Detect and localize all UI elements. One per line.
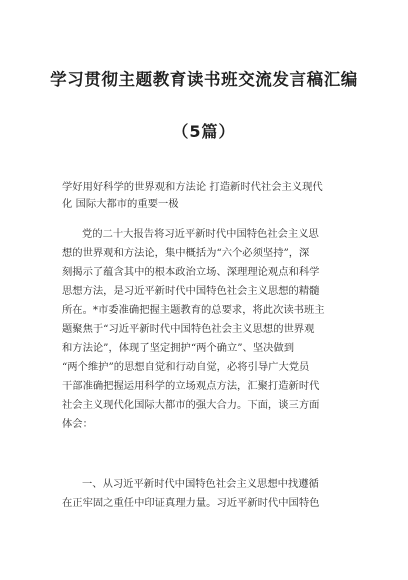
- paragraph-line: 刻揭示了蕴含其中的根本政治立场、深理理论观点和科学: [62, 266, 320, 278]
- paragraph-line: 题聚焦于“习近平新时代中国特色社会主义思想的世界观: [62, 323, 315, 335]
- paragraph-line: 体会：: [62, 418, 93, 430]
- paragraph-line: “两个维护”的思想自觉和行动自觉，必将引导广大党员: [62, 361, 310, 373]
- heading-line: 化 国际大都市的重要一极: [62, 198, 179, 210]
- paragraph-line: 所在。*市委准确把握主题教育的总要求，将此次读书班主: [62, 304, 325, 316]
- paragraph-line: 在正牢固之重任中印证真理力量。习近平新时代中国特色: [62, 497, 320, 509]
- heading-line: 学好用好科学的世界观和方法论 打造新时代社会主义现代: [62, 181, 323, 193]
- document-subtitle: （5篇）: [172, 122, 236, 141]
- paragraph-line: 社会主义现代化国际大都市的强大合力。下面，谈三方面: [62, 399, 320, 411]
- paragraph-line: 和方法论”，体现了坚定拥护“两个确立”、坚决做到: [62, 342, 295, 354]
- document-title: 学习贯彻主题教育读书班交流发言稿汇编: [50, 70, 358, 89]
- paragraph-line: 想的世界观和方法论，集中概括为“六个必须坚持”，深: [62, 247, 310, 259]
- paragraph-line: 思想方法，是习近平新时代中国特色社会主义思想的精髓: [62, 285, 320, 297]
- paragraph-line: 一、从习近平新时代中国特色社会主义思想中找遵循: [82, 478, 319, 490]
- paragraph-line: 干部准确把握运用科学的立场观点方法，汇聚打造新时代: [62, 380, 320, 392]
- paragraph-line: 党的二十大报告将习近平新时代中国特色社会主义思: [82, 228, 319, 240]
